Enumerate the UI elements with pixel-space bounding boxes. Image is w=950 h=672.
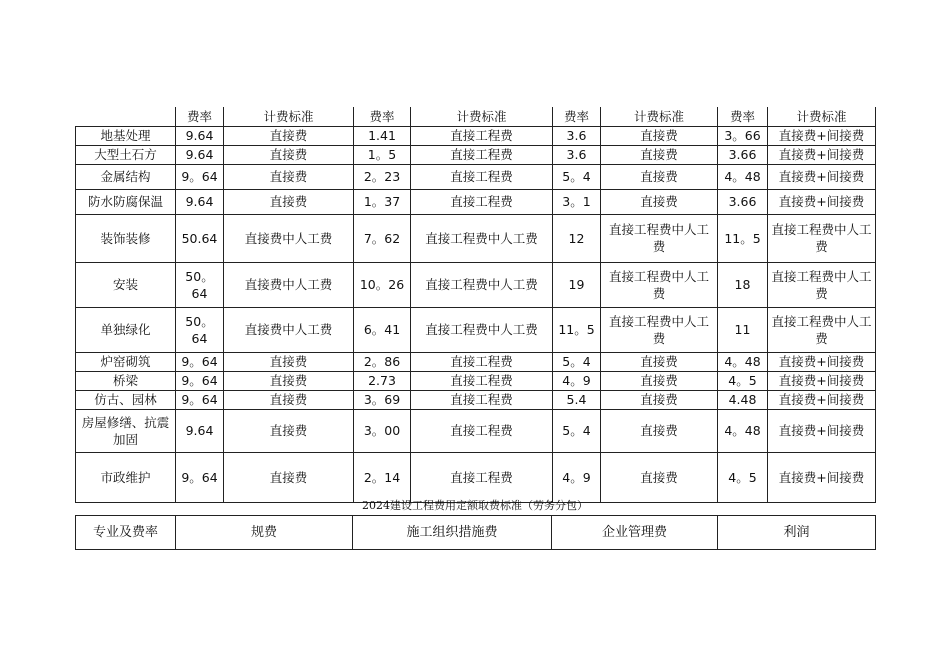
table-cell: 4。9 (553, 371, 601, 390)
table-cell: 直接工程费中人工费 (768, 214, 876, 262)
table-row (76, 164, 876, 189)
table-cell: 4。48 (718, 409, 768, 452)
row-label: 安装 (76, 262, 176, 307)
table-cell: 直接工程费中人工费 (601, 307, 718, 352)
row-label: 地基处理 (76, 126, 176, 145)
table-row (76, 352, 876, 371)
table-row (76, 409, 876, 452)
table-cell: 直接工程费 (411, 390, 553, 409)
table-cell: 2。23 (354, 164, 411, 189)
table-cell: 直接费+间接费 (768, 126, 876, 145)
table-cell: 3。66 (718, 126, 768, 145)
table-cell: 直接费 (224, 452, 354, 502)
row-label: 仿古、园林 (76, 390, 176, 409)
table-cell: 1.41 (354, 126, 411, 145)
table-cell: 50.64 (176, 214, 224, 262)
fee-rate-table (75, 107, 876, 503)
table-cell: 直接费 (601, 452, 718, 502)
table-cell: 50。64 (176, 262, 224, 307)
table-cell: 直接费+间接费 (768, 164, 876, 189)
table-cell: 1。37 (354, 189, 411, 214)
table-cell: 2。14 (354, 452, 411, 502)
table-cell: 3。00 (354, 409, 411, 452)
row-label: 桥梁 (76, 371, 176, 390)
column-header: 费率 (176, 107, 224, 126)
table-row (76, 262, 876, 307)
table-cell: 直接费中人工费 (224, 307, 354, 352)
row-label: 金属结构 (76, 164, 176, 189)
table-cell: 直接费 (224, 145, 354, 164)
table-cell: 5。4 (553, 352, 601, 371)
table-cell: 直接工程费 (411, 164, 553, 189)
table-cell: 直接费 (601, 409, 718, 452)
table-cell: 直接费+间接费 (768, 452, 876, 502)
table-cell: 直接工程费中人工费 (411, 307, 553, 352)
table-cell: 3.66 (718, 189, 768, 214)
table-cell: 4。48 (718, 352, 768, 371)
table-row (76, 126, 876, 145)
table-cell: 9.64 (176, 409, 224, 452)
table-cell: 5.4 (553, 390, 601, 409)
table-cell: 4。5 (718, 452, 768, 502)
row-label: 装饰装修 (76, 214, 176, 262)
header-specialty-rate: 专业及费率 (76, 516, 176, 550)
table-cell: 直接费+间接费 (768, 352, 876, 371)
table-cell: 直接工程费中人工费 (601, 214, 718, 262)
table-cell: 直接工程费 (411, 352, 553, 371)
column-header: 计费标准 (768, 107, 876, 126)
table-cell: 直接工程费 (411, 145, 553, 164)
table-cell: 11。5 (553, 307, 601, 352)
table-cell: 9。64 (176, 371, 224, 390)
labor-subcontract-header-row (76, 516, 876, 550)
table-cell: 7。62 (354, 214, 411, 262)
table-cell: 直接费 (601, 164, 718, 189)
table-cell: 3.6 (553, 145, 601, 164)
table-cell: 直接工程费中人工费 (601, 262, 718, 307)
table-cell: 直接费+间接费 (768, 145, 876, 164)
header-regulatory-fee: 规费 (176, 516, 353, 550)
table-cell: 2。86 (354, 352, 411, 371)
table-cell: 直接费 (224, 409, 354, 452)
table-cell: 直接费 (601, 145, 718, 164)
row-label: 炉窑砌筑 (76, 352, 176, 371)
table-cell: 直接费中人工费 (224, 262, 354, 307)
table-row (76, 307, 876, 352)
table-cell: 2.73 (354, 371, 411, 390)
table-cell: 4。48 (718, 164, 768, 189)
table-cell: 9。64 (176, 352, 224, 371)
table-cell: 直接工程费 (411, 452, 553, 502)
row-label: 大型土石方 (76, 145, 176, 164)
table-cell: 直接费+间接费 (768, 390, 876, 409)
table-cell: 直接费+间接费 (768, 371, 876, 390)
table-cell: 3.66 (718, 145, 768, 164)
table-cell: 直接费+间接费 (768, 409, 876, 452)
table-cell: 6。41 (354, 307, 411, 352)
row-label: 单独绿化 (76, 307, 176, 352)
table-cell: 12 (553, 214, 601, 262)
table-row (76, 390, 876, 409)
table-cell: 4。5 (718, 371, 768, 390)
row-label: 市政维护 (76, 452, 176, 502)
table-cell: 19 (553, 262, 601, 307)
header-construction-measures-fee: 施工组织措施费 (353, 516, 552, 550)
labor-subcontract-table (75, 515, 876, 550)
table-cell: 3.6 (553, 126, 601, 145)
table-row (76, 189, 876, 214)
table-cell: 4。9 (553, 452, 601, 502)
table-cell: 3。69 (354, 390, 411, 409)
table-row (76, 371, 876, 390)
table-cell: 5。4 (553, 164, 601, 189)
table-cell: 直接费 (601, 371, 718, 390)
column-header: 费率 (354, 107, 411, 126)
column-header: 费率 (718, 107, 768, 126)
table-cell: 10。26 (354, 262, 411, 307)
table-cell: 5。4 (553, 409, 601, 452)
table-cell: 4.48 (718, 390, 768, 409)
table-cell: 直接费 (601, 390, 718, 409)
table-cell: 直接工程费 (411, 189, 553, 214)
row-label: 防水防腐保温 (76, 189, 176, 214)
table-cell: 11。5 (718, 214, 768, 262)
table-row (76, 214, 876, 262)
table-cell: 直接工程费 (411, 126, 553, 145)
table-cell: 直接费中人工费 (224, 214, 354, 262)
table-cell: 直接工程费中人工费 (411, 262, 553, 307)
table-cell: 9。64 (176, 452, 224, 502)
fee-rate-table-body (76, 107, 876, 502)
table-cell: 直接费 (224, 352, 354, 371)
column-header: 费率 (553, 107, 601, 126)
table-cell: 11 (718, 307, 768, 352)
table-cell: 直接工程费中人工费 (411, 214, 553, 262)
column-header (76, 107, 176, 126)
table-cell: 9。64 (176, 390, 224, 409)
table-cell: 直接费 (601, 126, 718, 145)
column-header: 计费标准 (224, 107, 354, 126)
table-cell: 9.64 (176, 126, 224, 145)
column-header: 计费标准 (411, 107, 553, 126)
table-cell: 50。64 (176, 307, 224, 352)
table-cell: 3。1 (553, 189, 601, 214)
table-cell: 1。5 (354, 145, 411, 164)
table-cell: 直接费 (224, 189, 354, 214)
table-cell: 直接费 (224, 371, 354, 390)
table-row (76, 145, 876, 164)
table-cell: 9.64 (176, 189, 224, 214)
table-cell: 直接费 (601, 352, 718, 371)
table-row (76, 452, 876, 502)
table-cell: 直接费 (601, 189, 718, 214)
table-caption: 2024建设工程费用定额取费标准（劳务分包） (362, 499, 588, 512)
table-cell: 直接费 (224, 126, 354, 145)
table-cell: 9.64 (176, 145, 224, 164)
table-cell: 直接工程费 (411, 371, 553, 390)
table-cell: 直接费 (224, 390, 354, 409)
table-cell: 直接工程费中人工费 (768, 262, 876, 307)
table-cell: 9。64 (176, 164, 224, 189)
table-cell: 直接工程费中人工费 (768, 307, 876, 352)
table-cell: 直接工程费 (411, 409, 553, 452)
header-profit: 利润 (718, 516, 876, 550)
row-label: 房屋修缮、抗震加固 (76, 409, 176, 452)
column-header: 计费标准 (601, 107, 718, 126)
table-cell: 直接费 (224, 164, 354, 189)
header-row (76, 107, 876, 126)
header-management-fee: 企业管理费 (552, 516, 718, 550)
table-cell: 18 (718, 262, 768, 307)
table-cell: 直接费+间接费 (768, 189, 876, 214)
